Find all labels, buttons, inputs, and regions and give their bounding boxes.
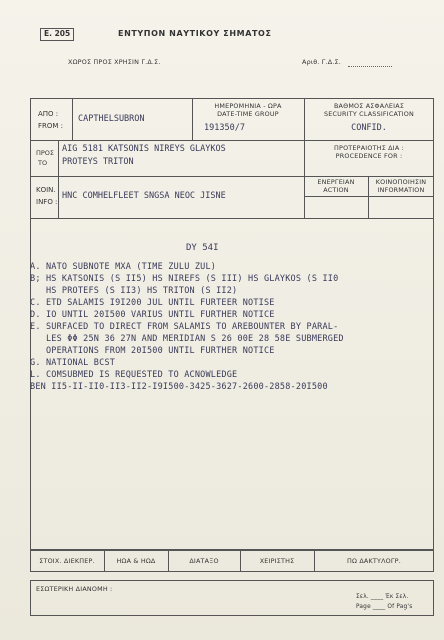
footer-col-order: ΔΙΑΤΑΞΟ: [189, 557, 219, 565]
from-value: CAPTHELSUBRON: [78, 114, 145, 124]
from-label-gr: ΑΠΟ :: [38, 110, 59, 118]
message-line: BEN II5-II-II0-II3-II2-I9I500-3425-3627-2600-2858-20I500: [30, 382, 328, 392]
message-line: L. COMSUBMED IS REQUESTED TO ACNOWLEDGE: [30, 370, 238, 380]
footer-col-typist: ΠΩ ΔΑΚΤΥΛΟΓΡ.: [347, 557, 401, 565]
to-line-1: AIG 5181 KATSONIS NIREYS GLAYKOS: [62, 144, 226, 154]
message-line: OPERATIONS FROM 20I500 UNTIL FURTHER NOTICE: [30, 346, 275, 356]
information-label-gr: ΚΟΙΝΟΠΟΙΗΣΙΝ: [375, 178, 427, 186]
info-label-en: INFO :: [36, 198, 58, 206]
action-label-gr: ΕΝΕΡΓΕΙΑΝ: [317, 178, 355, 186]
gds-number-label: Αριθ. Γ.Δ.Σ.: [302, 58, 342, 66]
precedence-label-en: PROCEDENCE FOR :: [335, 152, 403, 160]
precedence-label-gr: ΠΡΟΤΕΡΑΙΟΤΗΣ ΔΙΑ :: [334, 144, 404, 152]
info-divider: [58, 176, 59, 218]
footer-col-transmit: ΣΤΟΙΧ. ΔΙΕΚΠΕΡ.: [39, 557, 95, 565]
message-line: G. NATIONAL BCST: [30, 358, 116, 368]
message-line: B; HS KATSONIS (S II5) HS NIREFS (S III) HS GLAYKOS (S II0: [30, 274, 339, 284]
message-line: D. IO UNTIL 20I500 VARIUS UNTIL FURTHER NOTICE: [30, 310, 275, 320]
from-label-en: FROM :: [38, 122, 64, 130]
message-line: A. NATO SUBNOTE MXA (TIME ZULU ZUL): [30, 262, 217, 272]
classification-value: CONFID.: [351, 123, 387, 133]
dtg-label-gr: ΗΜΕΡΟΜΗΝΙΑ - ΩΡΑ: [214, 102, 282, 110]
message-line: E. SURFACED TO DIRECT FROM SALAMIS TO AREBOUNTER BY PARAL-: [30, 322, 339, 332]
to-row-bottom: [30, 176, 434, 177]
classification-label-gr: ΒΑΘΜΟΣ ΑΣΦΑΛΕΙΑΣ: [333, 102, 405, 110]
dtg-label-en: DATE-TIME GROUP: [217, 110, 279, 118]
message-line: LES ΦΦ 25N 36 27N AND MERIDIAN S 26 00E 28 58E SUBMERGED: [30, 334, 344, 344]
dtg-value: 191350/7: [204, 123, 245, 133]
from-row-bottom: [30, 140, 434, 141]
footer-col-operator: ΧΕΙΡΙΣΤΗΣ: [259, 557, 295, 565]
classification-label-en: SECURITY CLASSIFICATION: [323, 110, 415, 118]
info-value: HNC COMHELFLEET SNGSA NEOC JISNE: [62, 191, 226, 201]
to-divider: [58, 140, 59, 176]
distribution-label: ΕΣΩΤΕΡΙΚΗ ΔΙΑΝΟΜΗ :: [36, 585, 113, 593]
from-divider: [72, 98, 73, 140]
information-label-en: INFORMATION: [377, 186, 425, 194]
message-line: C. ETD SALAMIS I9I200 JUL UNTIL FURTEER NOTISE: [30, 298, 275, 308]
to-line-2: PROTEYS TRITON: [62, 157, 134, 167]
footer-col-time: ΗΩΑ & ΗΩΔ: [116, 557, 156, 565]
info-row-bottom: [30, 218, 434, 219]
form-title: ΕΝΤΥΠΟΝ ΝΑΥΤΙΚΟΥ ΣΗΜΑΤΟΣ: [118, 29, 272, 38]
to-label-en: TO: [38, 159, 48, 167]
reserved-area-label: ΧΩΡΟΣ ΠΡΟΣ ΧΡΗΣΙΝ Γ.Δ.Σ.: [68, 58, 161, 66]
to-label: ΠΡΟΣ: [36, 149, 55, 157]
message-heading: DY 54I: [186, 243, 219, 253]
page-of-bottom: Page ____ Of Pag's: [356, 604, 413, 610]
action-info-split: [304, 196, 434, 197]
info-label-gr: ΚΟΙΝ.: [36, 186, 56, 194]
message-line: HS PROTEFS (S II3) HS TRITON (S II2): [30, 286, 238, 296]
form-code: Ε. 205: [44, 29, 71, 38]
page-of-top: Σελ. ____ Έκ Σελ.: [356, 594, 409, 600]
action-label-en: ACTION: [323, 186, 349, 194]
gds-number-dots: [348, 66, 392, 67]
